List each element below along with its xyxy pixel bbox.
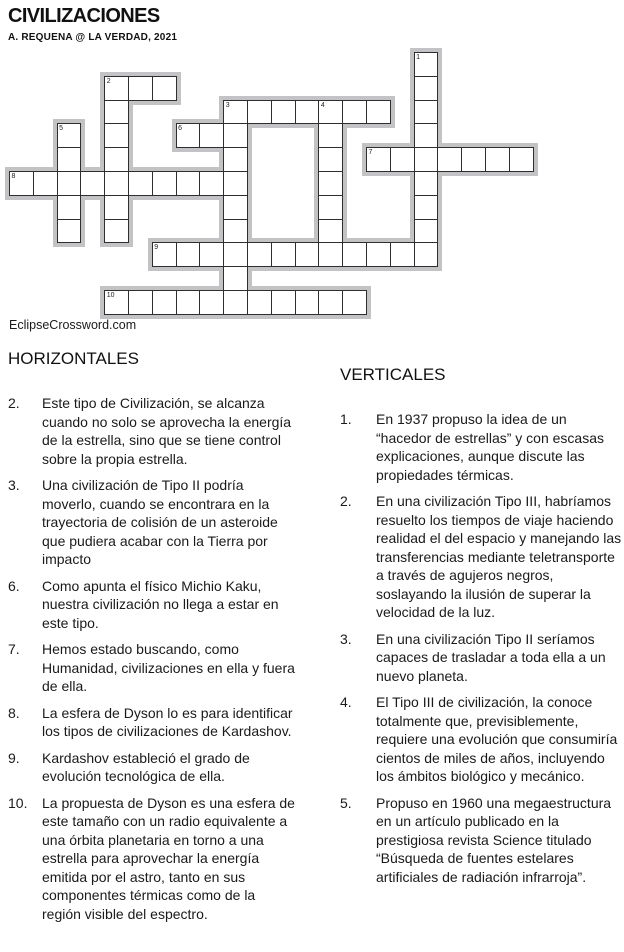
grid-cell[interactable]: [199, 290, 224, 315]
grid-cell[interactable]: [104, 171, 129, 196]
clue-item: [8, 704, 298, 741]
clue-number: 9.: [8, 749, 20, 766]
clue-number: 8.: [8, 704, 20, 721]
clue-number: 1.: [340, 411, 352, 427]
grid-cell[interactable]: [176, 290, 201, 315]
grid-cell[interactable]: [414, 76, 439, 101]
grid-cell[interactable]: [33, 171, 58, 196]
clue-text: La propuesta de Dyson es una esfera de este tamaño con un radio equivalente a una órbita planetaria en torno a una estrella para aprovechar la energía emitida por el astro, tanto en sus componentes térmicas como de la región visible del espectro.: [42, 794, 295, 922]
clue-text: Kardashov estableció el grado de evolución tecnológica de ella.: [42, 749, 250, 784]
grid-cell[interactable]: [176, 242, 201, 267]
grid-cell[interactable]: [318, 242, 343, 267]
clue-item: [8, 476, 298, 569]
grid-cell[interactable]: [199, 171, 224, 196]
horizontales-heading: HORIZONTALES: [8, 349, 139, 368]
grid-cell[interactable]: [390, 242, 415, 267]
clue-item: [8, 749, 298, 786]
grid-cell[interactable]: [414, 219, 439, 244]
grid-cell[interactable]: [295, 100, 320, 125]
clue-number: 10.: [8, 794, 28, 811]
clue-text: Hemos estado buscando, como Humanidad, civilizaciones en ella y fuera de ella.: [42, 641, 295, 694]
grid-cell[interactable]: [247, 290, 272, 315]
crossword-grid: [0, 0, 624, 340]
grid-cell[interactable]: [176, 171, 201, 196]
grid-cell[interactable]: [318, 147, 343, 172]
grid-cell[interactable]: [342, 100, 367, 125]
grid-cell[interactable]: [199, 123, 224, 148]
grid-cell[interactable]: [318, 123, 343, 148]
grid-cell[interactable]: [223, 147, 248, 172]
crossword-credit: EclipseCrossword.com: [9, 318, 137, 332]
cell-number: 6: [178, 125, 182, 133]
cell-number: 9: [154, 244, 159, 252]
grid-cell[interactable]: [104, 219, 129, 244]
grid-cell[interactable]: [152, 76, 177, 101]
grid-cell[interactable]: [223, 171, 248, 196]
grid-cell[interactable]: [271, 242, 296, 267]
verticales-section: [340, 364, 622, 894]
clue-number: 3.: [8, 477, 20, 493]
clue-item: [340, 794, 622, 887]
grid-cell[interactable]: [318, 219, 343, 244]
grid-cell[interactable]: [128, 76, 153, 101]
grid-cell[interactable]: [57, 171, 82, 196]
verticales-heading: VERTICALES: [340, 365, 446, 384]
grid-cell[interactable]: [414, 171, 439, 196]
clue-number: 6.: [8, 577, 20, 594]
clue-item: [340, 630, 622, 686]
cell-number: 2: [106, 77, 111, 85]
clue-item: [8, 577, 298, 633]
grid-cell[interactable]: [390, 147, 415, 172]
grid-cell[interactable]: [128, 290, 153, 315]
grid-cell[interactable]: [295, 242, 320, 267]
clue-item: [8, 794, 298, 924]
clue-text: En una civilización Tipo III, habríamos resuelto los tiempos de viaje haciendo realidad el del espacio y manejando las transferencias mediante teletransporte a través de agujeros negros, soslayando la ilusión de superar la velocidad de la luz.: [376, 493, 622, 620]
grid-cell[interactable]: [57, 147, 82, 172]
grid-cell[interactable]: [318, 195, 343, 220]
cell-number: 10: [106, 292, 115, 299]
cell-number: 4: [320, 101, 325, 109]
clue-number: 5.: [340, 794, 352, 811]
clue-item: [8, 394, 298, 468]
grid-cell[interactable]: [318, 290, 343, 315]
grid-cell[interactable]: [57, 195, 82, 220]
grid-cell[interactable]: [414, 147, 439, 172]
grid-cell[interactable]: [295, 290, 320, 315]
clue-text: En una civilización Tipo II seríamos capaces de trasladar a toda ella a un nuevo planeta.: [376, 630, 606, 684]
grid-cell[interactable]: [128, 171, 153, 196]
clue-number: 2.: [8, 395, 20, 411]
cell-number: 8: [11, 173, 16, 180]
grid-cell[interactable]: [104, 100, 129, 125]
grid-cell[interactable]: [414, 195, 439, 220]
grid-cell[interactable]: [80, 171, 105, 196]
cell-number: 1: [416, 54, 420, 61]
clue-item: [8, 640, 298, 696]
grid-cell[interactable]: [223, 266, 248, 291]
page-title: CIVILIZACIONES: [8, 5, 160, 27]
grid-cell[interactable]: [57, 219, 82, 244]
grid-cell[interactable]: [366, 242, 391, 267]
grid-cell[interactable]: [509, 147, 534, 172]
grid-cell[interactable]: [223, 123, 248, 148]
grid-cell[interactable]: [437, 147, 462, 172]
clue-number: 3.: [340, 630, 352, 647]
clue-number: 2.: [340, 493, 352, 509]
clue-text: En 1937 propuso la idea de un “hacedor de estrellas” y con escasas explicaciones, aunque discute las propiedades térmicas.: [376, 411, 604, 483]
grid-cell[interactable]: [461, 147, 486, 172]
grid-cell[interactable]: [104, 123, 129, 148]
horizontales-clue-list: [8, 394, 298, 923]
grid-cell[interactable]: [271, 290, 296, 315]
clue-item: [340, 693, 622, 786]
grid-cell[interactable]: [366, 100, 391, 125]
clue-text: La esfera de Dyson lo es para identificar los tipos de civilizaciones de Kardashov.: [42, 704, 293, 739]
clue-text: El Tipo III de civilización, la conoce totalmente que, previsiblemente, requiere una evolución que consumiría cientos de miles de años, incluyendo los ámbitos biológico y mecánico.: [376, 694, 618, 784]
grid-cell[interactable]: [271, 100, 296, 125]
clue-text: Este tipo de Civilización, se alcanza cuando no solo se aprovecha la energía de la estrella, sino que se tiene control sobre la propia estrella.: [42, 395, 292, 467]
grid-cell[interactable]: [414, 242, 439, 267]
grid-cell[interactable]: [152, 171, 177, 196]
verticales-clue-list: [340, 410, 622, 886]
cell-number: 7: [368, 149, 373, 157]
grid-cell[interactable]: [342, 242, 367, 267]
clue-text: Una civilización de Tipo II podría moverlo, cuando se encontrara en la trayectoria de colisión de un asteroide que pudiera acabar con la Tierra por impacto: [42, 477, 278, 567]
grid-cell[interactable]: [223, 290, 248, 315]
grid-cell[interactable]: [414, 123, 439, 148]
grid-cell[interactable]: [152, 290, 177, 315]
grid-cell[interactable]: [199, 242, 224, 267]
grid-cell[interactable]: [485, 147, 510, 172]
clue-number: 4.: [340, 694, 352, 710]
grid-cell[interactable]: [223, 219, 248, 244]
grid-cell[interactable]: [247, 100, 272, 125]
clue-text: Como apunta el físico Michio Kaku, nuestra civilización no llega a estar en este tipo.: [42, 577, 279, 631]
grid-cell[interactable]: [223, 195, 248, 220]
clue-item: [340, 492, 622, 622]
clue-number: 7.: [8, 641, 20, 657]
grid-cell[interactable]: [104, 195, 129, 220]
grid-cell[interactable]: [104, 147, 129, 172]
clue-item: [340, 410, 622, 484]
grid-cell[interactable]: [414, 100, 439, 125]
clue-text: Propuso en 1960 una megaestructura en un artículo publicado en la prestigiosa revista Science titulado “Búsqueda de fuentes estelares artificiales de radiación infrarroja”.: [376, 794, 612, 885]
grid-cell[interactable]: [318, 171, 343, 196]
byline: A. REQUENA @ LA VERDAD, 2021: [8, 32, 178, 43]
horizontales-section: [8, 348, 298, 931]
grid-cell[interactable]: [223, 242, 248, 267]
cell-number: 3: [225, 101, 230, 109]
cell-number: 5: [59, 125, 63, 133]
grid-cell[interactable]: [247, 242, 272, 267]
grid-cell[interactable]: [342, 290, 367, 315]
